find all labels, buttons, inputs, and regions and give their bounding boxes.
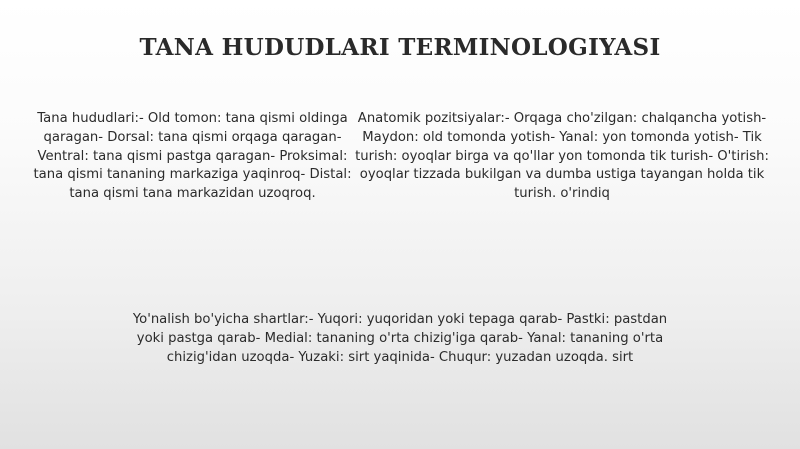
body-regions-text: Tana hududlari:- Old tomon: tana qismi oldinga qaragan- Dorsal: tana qismi orqaga qaragan- Ventral: tana qismi pastga qaragan- Proksimal: tana qismi tananing markaziga yaqinroq- Distal: tana qismi tana markazidan uzoqroq. [33,111,352,202]
anatomical-positions-text: Anatomik pozitsiyalar:- Orqaga cho'zilgan: chalqancha yotish- Maydon: old tomonda yotish- Yanal: yon tomonda yotish- Tik turish: oyoqlar birga va qo'llar yon tomonda tik turish- O'tirish: oyoqlar tizzada bukilgan va dumba ustiga tayangan holda tik turish. o'rindiq [355,111,769,202]
slide-title: TANA HUDUDLARI TERMINOLOGIYASI [139,34,661,61]
directional-terms-text: Yo'nalish bo'yicha shartlar:- Yuqori: yuqoridan yoki tepaga qarab- Pastki: pastdan yoki pastga qarab- Medial: tananing o'rta chizig'iga qarab- Yanal: tananing o'rta chizig'idan uzoqda- Yuzaki: sirt yaqinida- Chuqur: yuzadan uzoqda. sirt [132,312,668,365]
